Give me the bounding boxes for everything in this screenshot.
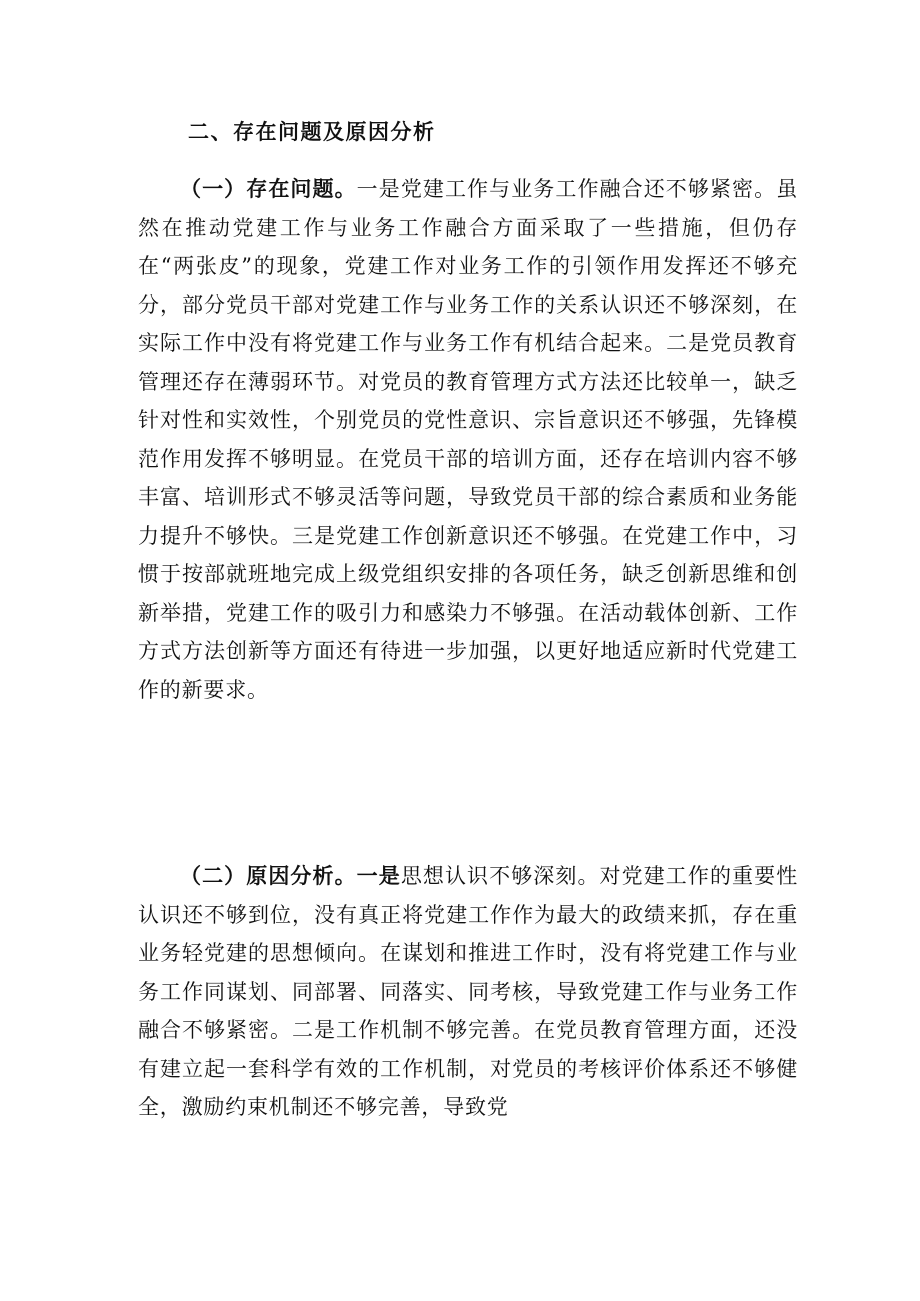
section-heading: 二、存在问题及原因分析 <box>188 119 436 144</box>
paragraph-lead-cause-analysis: （二）原因分析。一是 <box>180 863 401 888</box>
paragraph-lead-existing-problems: （一）存在问题。 <box>180 176 357 201</box>
paragraph-existing-problems <box>138 170 798 709</box>
paragraph-body-existing-problems: 一是党建工作与业务工作融合还不够紧密。虽然在推动党建工作与业务工作融合方面采取了一些措施，但仍存在“两张皮”的现象，党建工作对业务工作的引领作用发挥还不够充分，部分党员干部对党建工作与业务工作的关系认识还不够深刻，在实际工作中没有将党建工作与业务工作有机结合起来。二是党员教育管理还存在薄弱环节。对党员的教育管理方式方法还比较单一，缺乏针对性和实效性，个别党员的党性意识、宗旨意识还不够强，先锋模范作用发挥不够明显。在党员干部的培训方面，还存在培训内容不够丰富、培训形式不够灵活等问题，导致党员干部的综合素质和业务能力提升不够快。三是党建工作创新意识还不够强。在党建工作中，习惯于按部就班地完成上级党组织安排的各项任务，缺乏创新思维和创新举措，党建工作的吸引力和感染力不够强。在活动载体创新、工作方式方法创新等方面还有待进一步加强，以更好地适应新时代党建工作的新要求。 <box>138 177 798 702</box>
paragraph-body-cause-analysis: 思想认识不够深刻。对党建工作的重要性认识还不够到位，没有真正将党建工作作为最大的政绩来抓，存在重业务轻党建的思想倾向。在谋划和推进工作时，没有将党建工作与业务工作同谋划、同部署、同落实、同考核，导致党建工作与业务工作融合不够紧密。二是工作机制不够完善。在党员教育管理方面，还没有建立起一套科学有效的工作机制，对党员的考核评价体系还不够健全，激励约束机制还不够完善，导致党 <box>138 864 798 1119</box>
paragraph-cause-analysis <box>138 857 798 1127</box>
